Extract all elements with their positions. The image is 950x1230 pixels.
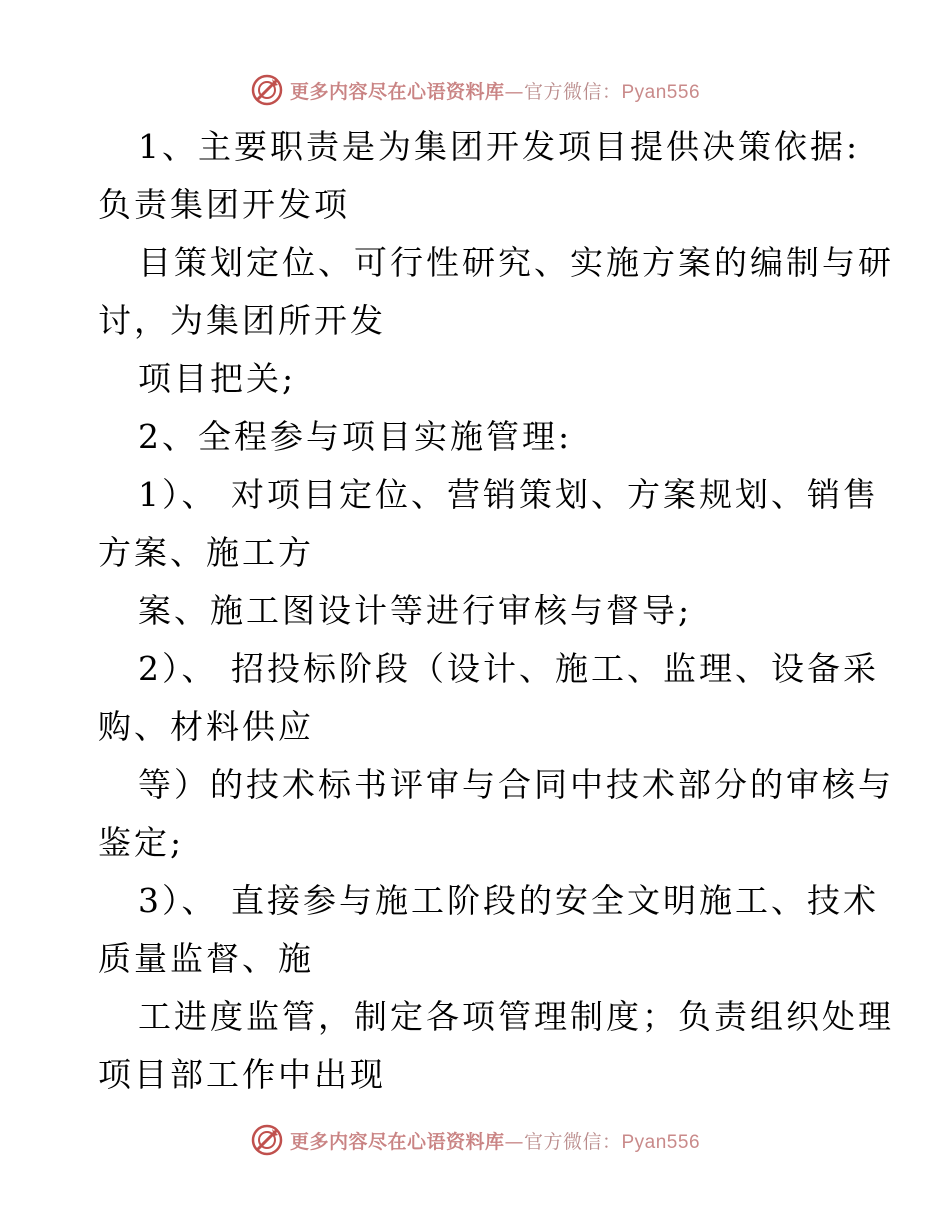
body-line: 鉴定; <box>98 823 185 862</box>
body-line: 2）、 招投标阶段（设计、施工、监理、设备采 <box>138 649 879 688</box>
footer-watermark-text <box>290 1127 700 1154</box>
footer-wechat-id: Pyan556 <box>621 1131 701 1153</box>
body-line: 2、全程参与项目实施管理: <box>138 417 573 456</box>
header-wechat-id: Pyan556 <box>621 81 701 103</box>
body-line: 目策划定位、可行性研究、实施方案的编制与研 <box>138 243 894 282</box>
body-line: 质量监督、施 <box>98 939 314 978</box>
document-body <box>98 118 894 1104</box>
body-line: 工进度监管，制定各项管理制度；负责组织处理 <box>138 997 894 1036</box>
header-dash: — <box>504 80 524 103</box>
body-line: 案、施工图设计等进行审核与督导; <box>138 591 693 630</box>
body-line: 1）、 对项目定位、营销策划、方案规划、销售 <box>138 475 879 514</box>
body-line: 1、主要职责是为集团开发项目提供决策依据: <box>138 127 861 166</box>
header-watermark <box>0 70 950 110</box>
body-line: 项目把关; <box>138 359 297 398</box>
header-watermark-text <box>290 77 700 104</box>
header-site-text: 更多内容尽在心语资料库 <box>289 80 505 103</box>
footer-watermark <box>0 1120 950 1160</box>
body-line: 讨，为集团所开发 <box>98 301 386 340</box>
body-line: 等）的技术标书评审与合同中技术部分的审核与 <box>138 765 894 804</box>
body-line: 项目部工作中出现 <box>98 1055 386 1094</box>
logo-icon <box>250 1123 284 1157</box>
footer-wechat-label: 官方微信： <box>523 1130 622 1153</box>
body-line: 方案、施工方 <box>98 533 314 572</box>
body-line: 3）、 直接参与施工阶段的安全文明施工、技术 <box>138 881 879 920</box>
body-line: 购、材料供应 <box>98 707 314 746</box>
header-wechat-label: 官方微信： <box>523 80 622 103</box>
footer-site-text: 更多内容尽在心语资料库 <box>289 1130 505 1153</box>
body-line: 负责集团开发项 <box>98 185 350 224</box>
footer-dash: — <box>504 1130 524 1153</box>
logo-icon <box>250 73 284 107</box>
